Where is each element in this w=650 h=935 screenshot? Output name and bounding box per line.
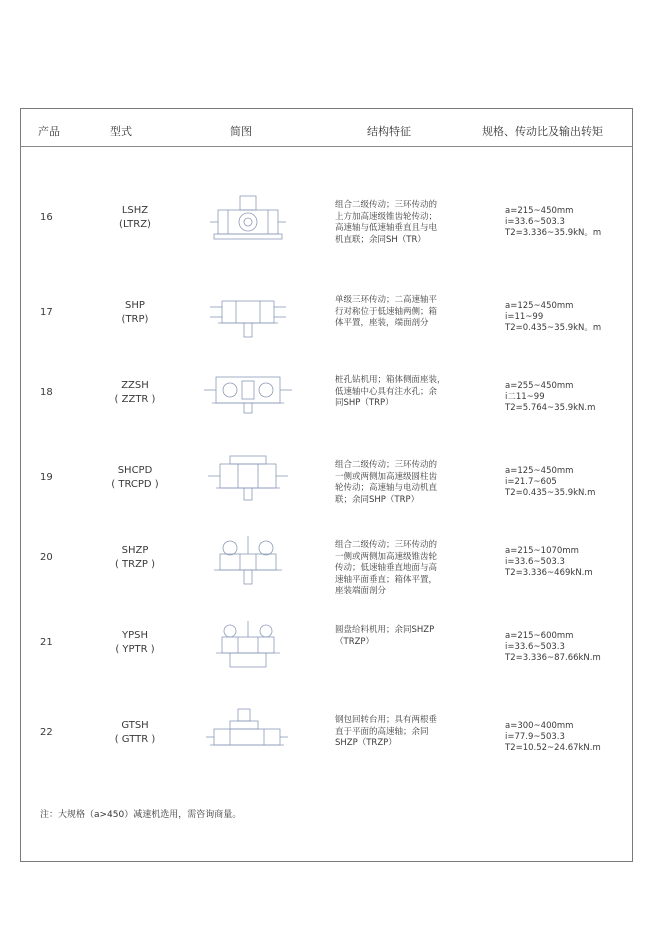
row-specs bbox=[505, 381, 625, 414]
model-alt-code: ( GTTR ) bbox=[114, 734, 156, 745]
spec-torque: T2=0.435~35.9kN.m bbox=[505, 488, 596, 498]
spec-torque: T2=3.336~469kN.m bbox=[505, 568, 593, 578]
row-number: 22 bbox=[40, 727, 53, 738]
row-model bbox=[90, 464, 180, 492]
spec-center-distance: a=255~450mm bbox=[505, 381, 574, 391]
spec-torque: T2=5.764~35.9kN.m bbox=[505, 403, 596, 413]
row-features: 组合二级传动；三环传动的 一侧或两侧加高速级锥齿轮 传动；低速轴垂直地面与高 速轴平面垂直；箱体平置， 座装端面剖分 bbox=[335, 540, 438, 596]
row-number: 19 bbox=[40, 472, 53, 483]
spec-center-distance: a=215~1070mm bbox=[505, 546, 579, 556]
row-number: 20 bbox=[40, 552, 53, 563]
gearbox-sketch bbox=[200, 367, 295, 423]
spec-center-distance: a=300~400mm bbox=[505, 721, 574, 731]
spec-center-distance: a=215~450mm bbox=[505, 206, 574, 216]
gearbox-sketch bbox=[200, 452, 295, 508]
row-features: 组合二级传动；三环传动的 一侧或两侧加高速级圆柱齿 轮传动；高速轴与电动机直 联；余同SHP（TRP） bbox=[335, 460, 438, 505]
spec-ratio: i=21.7~605 bbox=[505, 477, 557, 487]
spec-ratio: i=33.6~503.3 bbox=[505, 557, 565, 567]
model-alt-code: (TRP) bbox=[121, 314, 149, 325]
row-features: 桩孔钻机用；箱体侧面座装， 低速轴中心具有注水孔；余 同SHP（TRP） bbox=[335, 375, 446, 408]
model-alt-code: ( ZZTR ) bbox=[114, 394, 156, 405]
spec-center-distance: a=215~600mm bbox=[505, 631, 574, 641]
row-specs bbox=[505, 206, 625, 239]
table-row bbox=[20, 190, 633, 260]
spec-torque: T2=3.336~87.66kN.m bbox=[505, 653, 601, 663]
table-row bbox=[20, 365, 633, 435]
row-features: 组合二级传动；三环传动的 上方加高速级锥齿轮传动； 高速轴与低速轴垂直且与电 机直联；余同SH（TR） bbox=[335, 200, 438, 245]
spec-ratio: i=77.9~503.3 bbox=[505, 732, 565, 742]
gearbox-sketch bbox=[200, 532, 295, 588]
spec-ratio: i=33.6~503.3 bbox=[505, 217, 565, 227]
gearbox-sketch bbox=[200, 617, 295, 673]
row-number: 17 bbox=[40, 307, 53, 318]
spec-center-distance: a=125~450mm bbox=[505, 301, 574, 311]
model-code: SHCPD bbox=[117, 465, 153, 476]
spec-ratio: i二11~99 bbox=[505, 392, 545, 402]
footnote: 注：大规格（a>450）减速机选用，需咨询商量。 bbox=[40, 810, 242, 820]
gearbox-sketch bbox=[200, 192, 295, 248]
spec-center-distance: a=125~450mm bbox=[505, 466, 574, 476]
header-specs: 规格、传动比及输出转矩 bbox=[482, 125, 603, 138]
table-row bbox=[20, 530, 633, 600]
row-model bbox=[90, 719, 180, 747]
spec-torque: T2=0.435~35.9kN。m bbox=[505, 323, 602, 333]
model-alt-code: (LTRZ) bbox=[119, 219, 151, 230]
row-features: 钢包回转台用；具有两根垂 直于平面的高速轴；余同 SHZP（TRZP） bbox=[335, 715, 438, 748]
header-product: 产品 bbox=[38, 125, 60, 138]
header-model: 型式 bbox=[110, 125, 132, 138]
model-alt-code: ( TRZP ) bbox=[114, 559, 156, 570]
row-specs bbox=[505, 466, 625, 499]
table-row bbox=[20, 705, 633, 775]
row-model bbox=[90, 204, 180, 232]
gearbox-sketch bbox=[200, 287, 295, 343]
row-specs bbox=[505, 301, 625, 334]
model-code: GTSH bbox=[121, 720, 149, 731]
header-features: 结构特征 bbox=[367, 125, 411, 138]
header-divider bbox=[20, 146, 633, 147]
row-model bbox=[90, 544, 180, 572]
row-number: 18 bbox=[40, 387, 53, 398]
row-specs bbox=[505, 721, 625, 754]
row-features: 圆盘给料机用；余同SHZP （TRZP） bbox=[335, 625, 435, 647]
spec-ratio: i=33.6~503.3 bbox=[505, 642, 565, 652]
model-code: ZZSH bbox=[121, 380, 149, 391]
row-features: 单级三环传动；二高速轴平 行对称位于低速轴两侧；箱 体平置，座装，端面剖分 bbox=[335, 295, 438, 328]
row-model bbox=[90, 299, 180, 327]
model-alt-code: ( YPTR ) bbox=[115, 644, 155, 655]
model-code: SHP bbox=[125, 300, 145, 311]
table-row bbox=[20, 450, 633, 520]
spec-torque: T2=3.336~35.9kN。m bbox=[505, 228, 602, 238]
spec-ratio: i=11~99 bbox=[505, 312, 544, 322]
header-sketch: 简图 bbox=[230, 125, 252, 138]
gearbox-sketch bbox=[200, 707, 295, 763]
model-code: SHZP bbox=[121, 545, 149, 556]
row-specs bbox=[505, 631, 625, 664]
model-code: LSHZ bbox=[121, 205, 149, 216]
table-row bbox=[20, 615, 633, 685]
model-alt-code: ( TRCPD ) bbox=[111, 479, 159, 490]
row-number: 21 bbox=[40, 637, 53, 648]
spec-torque: T2=10.52~24.67kN.m bbox=[505, 743, 601, 753]
row-number: 16 bbox=[40, 212, 53, 223]
table-row bbox=[20, 285, 633, 355]
row-model bbox=[90, 629, 180, 657]
row-specs bbox=[505, 546, 625, 579]
row-model bbox=[90, 379, 180, 407]
model-code: YPSH bbox=[121, 630, 148, 641]
